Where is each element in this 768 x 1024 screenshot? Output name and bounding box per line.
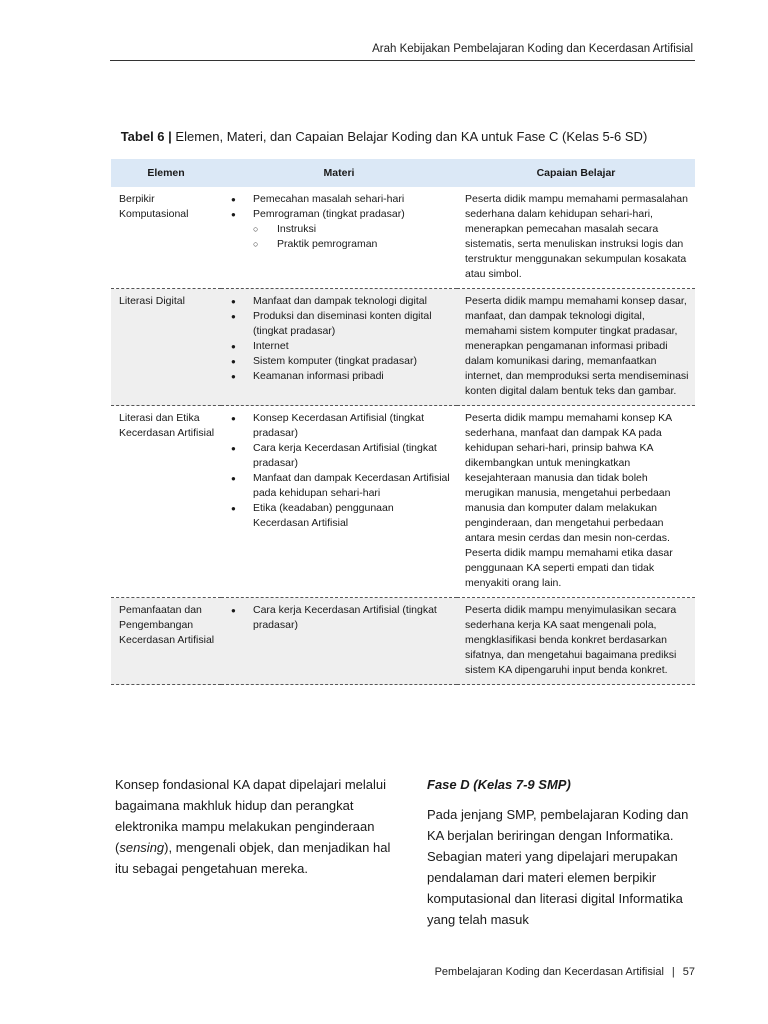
cell-elemen: Berpikir Komputasional	[111, 187, 221, 289]
running-header	[110, 42, 695, 61]
column-header-materi: Materi	[221, 159, 457, 187]
materi-list	[229, 192, 451, 252]
materi-item: ● Produksi dan diseminasi konten digital (tingkat pradasar)	[251, 309, 451, 339]
table-row	[111, 598, 695, 685]
table-caption-label: Tabel 6 |	[120, 129, 172, 144]
capaian-text: Peserta didik mampu memahami konsep KA sederhana, manfaat dan dampak KA pada kehidupan sehari-hari, prinsip bahwa KA dikembangkan untuk meningkatkan kesejahteraan manusia dan tidak boleh merugikan manusia, mengetahui perbedaan manusia dan komputer dalam melakukan penginderaan, dan mengetahui perbedaan antara mesin cerdas dan mesin non-cerdas.	[465, 412, 672, 544]
running-header-title: Arah Kebijakan Pembelajaran Koding dan Kecerdasan Artifisial	[372, 43, 693, 55]
footer-title: Pembelajaran Koding dan Kecerdasan Artifisial	[434, 966, 664, 978]
column-header-capaian: Capaian Belajar	[457, 159, 695, 187]
table-caption-text: Elemen, Materi, dan Capaian Belajar Koding dan KA untuk Fase C (Kelas 5-6 SD)	[171, 129, 648, 144]
capaian-text: Peserta didik mampu menyimulasikan secara sederhana kerja KA saat mengenali pola, mengklasifikasi benda konkret berdasarkan sifatnya, dan mengetahui bagaimana prediksi sistem KA dipengaruhi input benda konkret.	[465, 604, 677, 676]
table-row	[111, 187, 695, 289]
materi-subitem: ○ Instruksi	[277, 222, 451, 237]
cell-capaian	[457, 406, 695, 598]
section-heading: Fase D (Kelas 7-9 SMP)	[427, 777, 571, 792]
materi-list	[229, 603, 451, 633]
table-caption	[0, 129, 768, 144]
materi-subitem: ○ Praktik pemrograman	[277, 237, 451, 252]
cell-capaian	[457, 598, 695, 685]
materi-item: ● Keamanan informasi pribadi	[251, 369, 451, 384]
paragraph-text: ), mengenali objek, dan menjadikan hal itu sebagai pengetahuan mereka.	[115, 840, 391, 876]
materi-item	[251, 192, 451, 207]
cell-capaian	[457, 187, 695, 289]
capaian-text: Peserta didik mampu memahami permasalahan sederhana dalam kehidupan sehari-hari, menerapkan pemecahan masalah secara sistematis, serta menuliskan instruksi logis dan terstruktur menggunakan sekumpulan kosakata atau simbol.	[465, 193, 688, 280]
table-row	[111, 289, 695, 406]
paragraph	[115, 774, 395, 879]
body-column-right	[427, 774, 702, 930]
materi-item: ● Etika (keadaban) penggunaan Kecerdasan Artifisial	[251, 501, 451, 531]
cell-elemen: Pemanfaatan dan Pengembangan Kecerdasan Artifisial	[111, 598, 221, 685]
materi-item: ● Internet	[251, 339, 451, 354]
capaian-text: Peserta didik mampu memahami konsep dasar, manfaat, dan dampak teknologi digital, memahami sistem komputer tingkat pradasar, menerapkan pengamanan informasi pribadi dalam komunikasi daring, memanfaatkan internet, dan memproduksi serta mendiseminasi konten digital dalam bentuk teks dan gambar.	[465, 295, 689, 397]
footer-separator: |	[671, 966, 675, 978]
cell-capaian	[457, 289, 695, 406]
paragraph-text: Konsep fondasional KA dapat dipelajari melalui bagaimana makhluk hidup dan perangkat elektronika mampu melakukan penginderaan (	[115, 777, 387, 855]
page-number: 57	[682, 966, 695, 978]
cell-materi	[221, 187, 457, 289]
materi-item: ● Konsep Kecerdasan Artifisial (tingkat pradasar)	[251, 411, 451, 441]
materi-item: ● Sistem komputer (tingkat pradasar)	[251, 354, 451, 369]
cell-elemen: Literasi dan Etika Kecerdasan Artifisial	[111, 406, 221, 598]
materi-item: ● Cara kerja Kecerdasan Artifisial (tingkat pradasar)	[251, 441, 451, 471]
body-paragraph-left	[115, 774, 395, 879]
materi-list	[229, 411, 451, 531]
paragraph-italic: sensing	[119, 840, 165, 855]
materi-item	[251, 207, 451, 252]
paragraph: Pada jenjang SMP, pembelajaran Koding dan KA berjalan beriringan dengan Informatika. Sebagian materi yang dipelajari merupakan pendalaman dari materi elemen berpikir komputasional dan literasi digital Informatika yang telah masuk	[427, 807, 689, 927]
table-row	[111, 406, 695, 598]
capaian-text: Peserta didik mampu memahami etika dasar penggunaan KA seperti empati dan tidak menyakiti orang lain.	[465, 547, 673, 589]
cell-materi	[221, 598, 457, 685]
materi-text: Pemrograman (tingkat pradasar)	[253, 208, 405, 220]
materi-sublist	[253, 222, 451, 252]
materi-item: ● Manfaat dan dampak teknologi digital	[251, 294, 451, 309]
materi-list	[229, 294, 451, 384]
materi-item: ● Manfaat dan dampak Kecerdasan Artifisial pada kehidupan sehari-hari	[251, 471, 451, 501]
running-footer	[435, 966, 695, 978]
curriculum-table	[111, 159, 695, 685]
materi-item: ● Cara kerja Kecerdasan Artifisial (tingkat pradasar)	[251, 603, 451, 633]
table-header-row	[111, 159, 695, 187]
materi-text: Pemecahan masalah sehari-hari	[253, 193, 405, 205]
column-header-elemen: Elemen	[111, 159, 221, 187]
cell-elemen: Literasi Digital	[111, 289, 221, 406]
cell-materi	[221, 406, 457, 598]
cell-materi	[221, 289, 457, 406]
